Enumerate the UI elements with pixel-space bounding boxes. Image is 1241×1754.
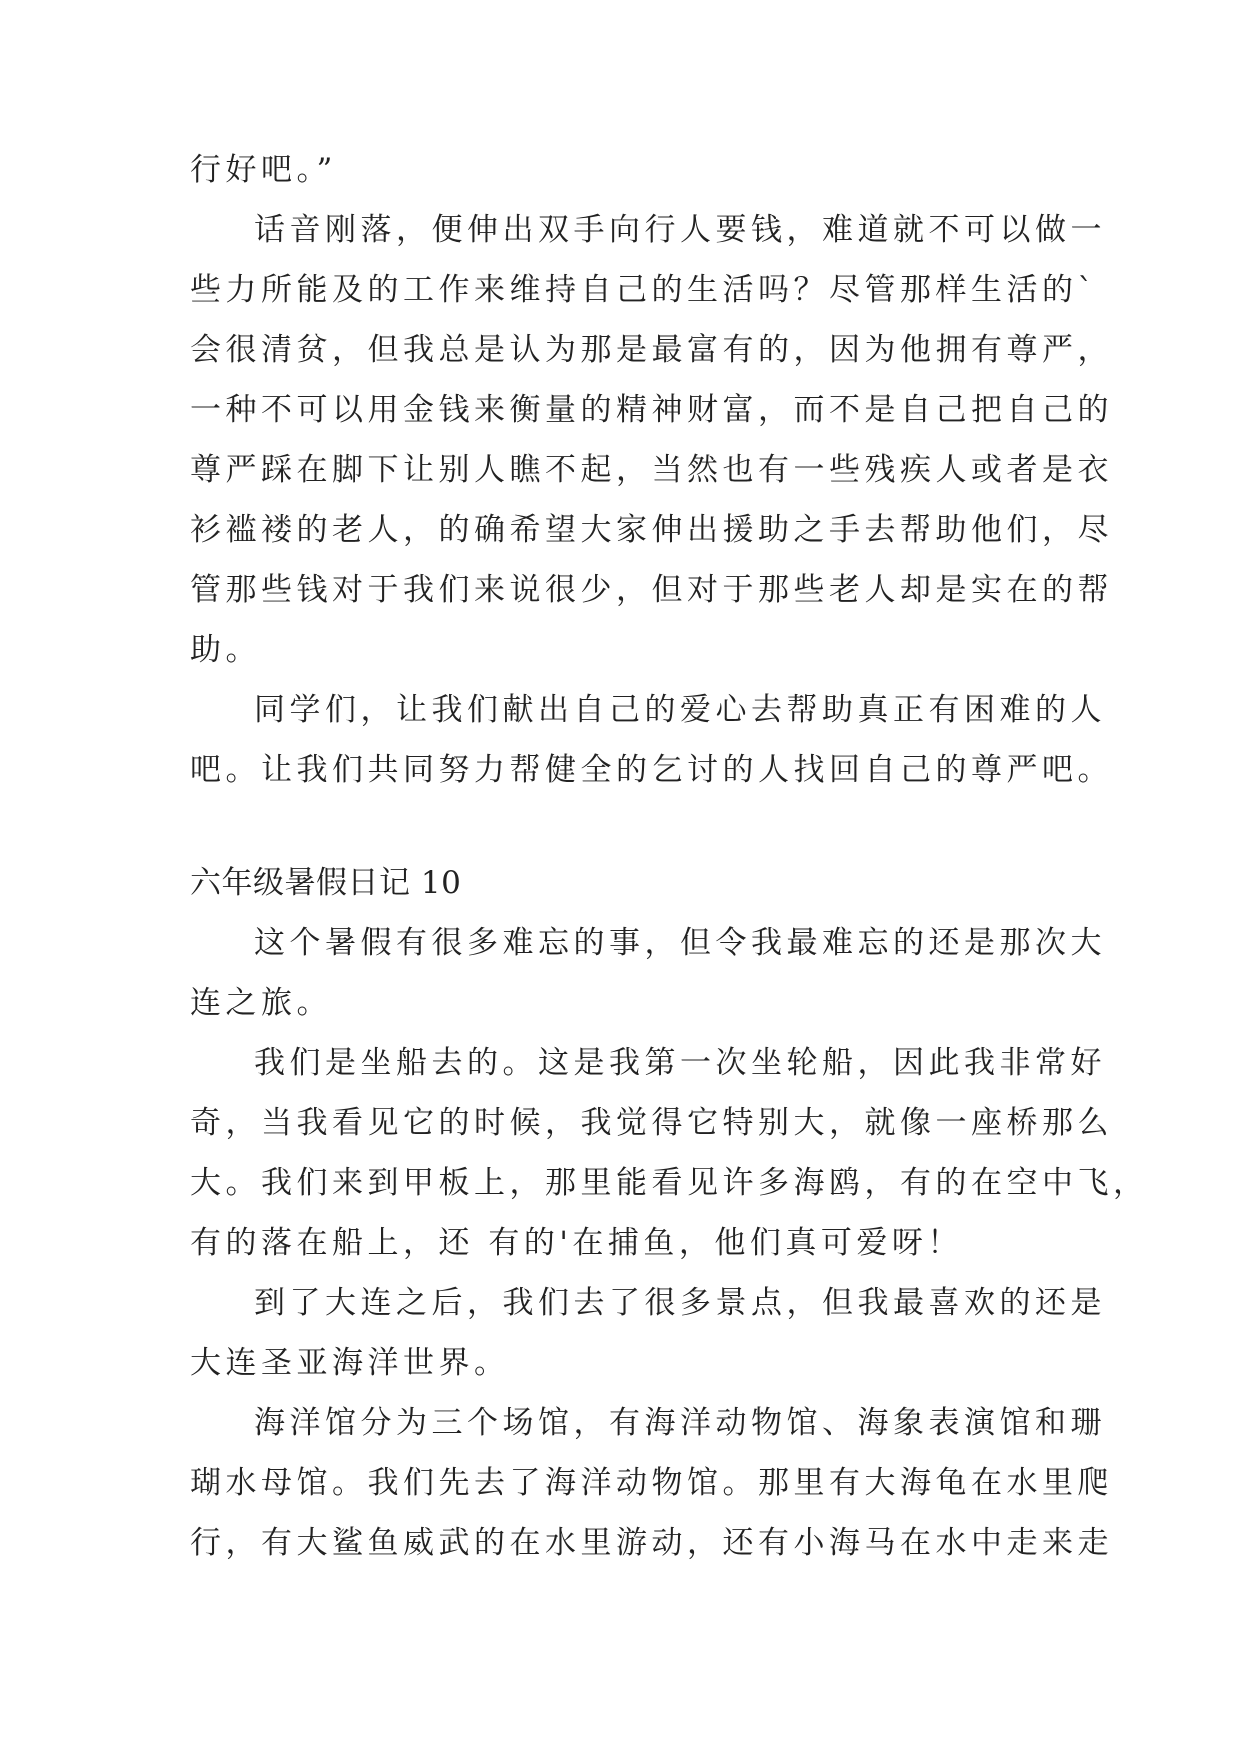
paragraph-line: 我们是坐船去的。这是我第一次坐轮船，因此我非常好: [254, 1045, 1106, 1081]
paragraph-line: 海洋馆分为三个场馆，有海洋动物馆、海象表演馆和珊: [254, 1405, 1106, 1441]
paragraph-line: 话音刚落，便伸出双手向行人要钱，难道就不可以做一: [254, 212, 1106, 248]
paragraph-line: 奇，当我看见它的时候，我觉得它特别大，就像一座桥那么: [190, 1105, 1113, 1141]
paragraph-line: 连之旅。: [190, 985, 332, 1021]
paragraph-line: 同学们，让我们献出自己的爱心去帮助真正有困难的人: [254, 692, 1106, 728]
paragraph-line: 尊严踩在脚下让别人瞧不起，当然也有一些残疾人或者是衣: [190, 452, 1113, 488]
paragraph-line: 大连圣亚海洋世界。: [190, 1345, 510, 1381]
paragraph-line: 会很清贫，但我总是认为那是最富有的，因为他拥有尊严，: [190, 332, 1113, 368]
paragraph-line: 行好吧。”: [190, 152, 337, 188]
paragraph-line: 这个暑假有很多难忘的事，但令我最难忘的还是那次大: [254, 925, 1106, 961]
paragraph-line: 衫褴褛的老人，的确希望大家伸出援助之手去帮助他们，尽: [190, 512, 1113, 548]
paragraph-line: 大。我们来到甲板上，那里能看见许多海鸥，有的在空中飞，: [190, 1165, 1149, 1201]
paragraph-line: 助。: [190, 632, 261, 668]
paragraph-line: 一种不可以用金钱来衡量的精神财富，而不是自己把自己的: [190, 392, 1113, 428]
paragraph-line: 管那些钱对于我们来说很少，但对于那些老人却是实在的帮: [190, 572, 1113, 608]
paragraph-line: 瑚水母馆。我们先去了海洋动物馆。那里有大海龟在水里爬: [190, 1465, 1113, 1501]
paragraph-line: 些力所能及的工作来维持自己的生活吗？尽管那样生活的`: [190, 272, 1098, 308]
paragraph-line: 到了大连之后，我们去了很多景点，但我最喜欢的还是: [254, 1285, 1106, 1321]
section-heading: 六年级暑假日记 10: [190, 865, 462, 901]
paragraph-line: 有的落在船上，还 有的'在捕鱼，他们真可爱呀！: [190, 1225, 963, 1261]
paragraph-line: 吧。让我们共同努力帮健全的乞讨的人找回自己的尊严吧。: [190, 752, 1113, 788]
paragraph-line: 行，有大鲨鱼威武的在水里游动，还有小海马在水中走来走: [190, 1525, 1113, 1561]
